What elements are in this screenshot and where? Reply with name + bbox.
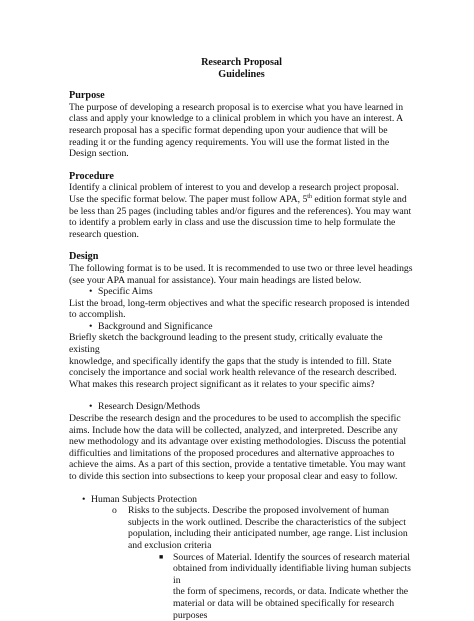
title-line-1: Research Proposal [201, 57, 282, 68]
bullet-icon: • [89, 401, 93, 413]
edition-superscript: th [307, 193, 312, 200]
design-intro-line: (see your APA manual for assistance). Your main headings are listed below. [69, 274, 362, 286]
bullet-label: Human Subjects Protection [91, 493, 198, 505]
procedure-line: be less than 25 pages (including tables and/or figures and the references). You may want [69, 205, 412, 217]
procedure-body [69, 182, 414, 240]
risks-line: population, including their anticipated number, age range. List inclusion [128, 528, 408, 540]
procedure-line: to identify a problem early in class and use the discussion time to help formulate the [69, 217, 396, 229]
procedure-line-apa [69, 194, 414, 206]
purpose-body [69, 102, 414, 160]
background-line: concisely the importance and social work health relevance of the research described. [69, 367, 397, 379]
methods-line: achieve the aims. As a part of this section, provide a tentative timetable. You may want [69, 459, 406, 471]
risks-line: and exclusion criteria [128, 539, 212, 551]
bullet-icon: • [89, 286, 93, 298]
methods-line: difficulties and limitations of the proposed procedures and alternative approaches to [69, 447, 395, 459]
square-bullet-icon: ■ [159, 552, 164, 561]
aims-line: List the broad, long-term objectives and what the specific research proposed is intended [69, 297, 410, 309]
aims-line: to accomplish. [69, 309, 126, 321]
sources-line: material or data will be obtained specifically for research purposes [173, 597, 395, 621]
bullet-label: Research Design/Methods [98, 401, 200, 413]
risks-line: subjects in the work outlined. Describe the characteristics of the subject [128, 516, 406, 528]
bullet-human-subjects [69, 494, 414, 506]
procedure-line: Identify a clinical problem of interest to you and develop a research project proposal. [69, 182, 399, 194]
sources-item [69, 552, 414, 621]
bullet-label: Specific Aims [98, 286, 153, 298]
background-line: knowledge, and specifically identify the gaps that the study is intended to fill. State [69, 355, 392, 367]
background-line: What makes this research project significant as it relates to your specific aims? [69, 378, 375, 390]
document-title [69, 57, 414, 80]
bullet-specific-aims [69, 286, 414, 298]
bullet-label: Background and Significance [98, 320, 213, 332]
apa-text-before: Use the specific format below. The paper must follow APA, 5 [69, 193, 308, 205]
bullet-icon: • [89, 320, 93, 332]
purpose-line: The purpose of developing a research proposal is to exercise what you have learned in [69, 101, 404, 113]
methods-line: to divide this section into subsections to keep your proposal clear and easy to follow. [69, 471, 398, 482]
purpose-line: Design section. [69, 148, 129, 160]
title-line-2: Guidelines [218, 68, 265, 80]
procedure-line: research question. [69, 228, 139, 240]
sources-line: Sources of Material. Identify the sources of research material [173, 551, 410, 563]
bullet-background [69, 321, 414, 333]
spacer [69, 483, 414, 494]
risks-line: Risks to the subjects. Describe the proposed involvement of human [128, 505, 389, 517]
methods-line: new methodology and its advantage over existing methodologies. Discuss the potential [69, 436, 407, 448]
procedure-heading: Procedure [69, 170, 114, 182]
methods-line: aims. Include how the data will be collected, analyzed, and interpreted. Describe any [69, 424, 398, 436]
purpose-line: reading it or the funding agency requirements. You will use the format listed in the [69, 136, 390, 148]
sources-line: obtained from individually identifiable living human subjects in [173, 563, 411, 586]
bullet-research-design [69, 401, 414, 413]
sources-line: the form of specimens, records, or data. Indicate whether the [173, 586, 409, 598]
spacer [69, 390, 414, 401]
purpose-line: research proposal has a specific format depending upon your audience that will be [69, 124, 388, 136]
background-line: Briefly sketch the background leading to the present study, critically evaluate the existing [69, 332, 383, 356]
design-heading: Design [69, 251, 99, 263]
design-intro-line: The following format is to be used. It is recommended to use two or three level headings [69, 262, 413, 274]
risks-item [69, 505, 414, 551]
purpose-heading: Purpose [69, 90, 105, 102]
apa-text-after: edition format style and [311, 193, 407, 205]
purpose-line: class and apply your knowledge to a clinical problem in which you have an interest. A [69, 113, 404, 125]
design-body [69, 263, 414, 621]
methods-line: Describe the research design and the procedures to be used to accomplish the specific [69, 413, 401, 425]
bullet-icon: • [82, 493, 86, 505]
circle-bullet-icon: o [112, 505, 117, 517]
